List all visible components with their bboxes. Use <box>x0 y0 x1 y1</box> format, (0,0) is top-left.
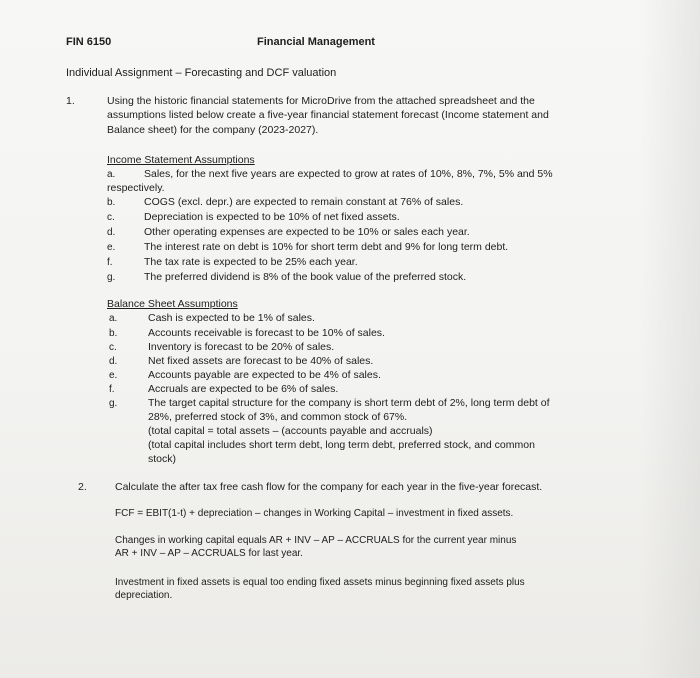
balance-item-text: 28%, preferred stock of 3%, and common stock of 67%. <box>148 411 408 423</box>
income-item-label: b. <box>107 197 116 208</box>
q1-line-3: Balance sheet) for the company (2023-2027). <box>107 124 319 136</box>
balance-item-text: (total capital includes short term debt, long term debt, preferred stock, and common <box>148 439 535 451</box>
balance-item-text: Inventory is forecast to be 20% of sales. <box>148 341 335 353</box>
balance-item-label: c. <box>109 342 117 353</box>
income-item-label: g. <box>107 272 116 283</box>
balance-item-label: d. <box>109 356 118 367</box>
balance-item-text: (total capital = total assets – (accounts payable and accruals) <box>148 425 433 437</box>
balance-item-label: e. <box>109 370 118 381</box>
q1-line-2: assumptions listed below create a five-year financial statement forecast (Income statement and <box>107 109 549 121</box>
income-item-continuation: respectively. <box>107 182 165 194</box>
income-item-text: The preferred dividend is 8% of the book value of the preferred stock. <box>144 271 467 283</box>
balance-item-text: Accounts receivable is forecast to be 10% of sales. <box>148 327 385 339</box>
income-item-text: Sales, for the next five years are expected to grow at rates of 10%, 8%, 7%, 5% and 5% <box>144 168 553 180</box>
balance-item-text: Cash is expected to be 1% of sales. <box>148 312 315 324</box>
q1-number: 1. <box>66 95 75 107</box>
working-capital-line-1: Changes in working capital equals AR + INV – AP – ACCRUALS for the current year minus <box>115 535 517 546</box>
income-item-label: d. <box>107 227 116 238</box>
income-item-label: c. <box>107 212 115 223</box>
working-capital-line-2: AR + INV – AP – ACCRUALS for last year. <box>115 548 303 559</box>
balance-item-label: a. <box>109 313 118 324</box>
fixed-assets-line-1: Investment in fixed assets is equal too ending fixed assets minus beginning fixed assets plus <box>115 577 525 588</box>
balance-item-text: Accruals are expected to be 6% of sales. <box>148 383 339 395</box>
balance-item-text: Accounts payable are expected to be 4% of sales. <box>148 369 381 381</box>
balance-item-text: The target capital structure for the company is short term debt of 2%, long term debt of <box>148 397 550 409</box>
income-item-label: e. <box>107 242 116 253</box>
income-item-label: f. <box>107 257 113 268</box>
balance-item-text: Net fixed assets are forecast to be 40% of sales. <box>148 355 374 367</box>
assignment-title: Individual Assignment – Forecasting and DCF valuation <box>66 67 337 79</box>
balance-assumptions-heading: Balance Sheet Assumptions <box>107 298 238 310</box>
fixed-assets-line-2: depreciation. <box>115 590 173 601</box>
q2-text: Calculate the after tax free cash flow for the company for each year in the five-year forecast. <box>115 481 543 493</box>
income-item-text: COGS (excl. depr.) are expected to remain constant at 76% of sales. <box>144 196 464 208</box>
balance-item-text: stock) <box>148 453 177 465</box>
course-name: Financial Management <box>257 36 375 48</box>
balance-item-label: g. <box>109 398 118 409</box>
balance-item-label: f. <box>109 384 115 395</box>
q2-number: 2. <box>78 481 87 493</box>
income-item-text: The interest rate on debt is 10% for short term debt and 9% for long term debt. <box>144 241 509 253</box>
income-item-text: Other operating expenses are expected to be 10% or sales each year. <box>144 226 470 238</box>
fcf-formula: FCF = EBIT(1-t) + depreciation – changes in Working Capital – investment in fixed assets. <box>115 508 514 519</box>
income-item-text: The tax rate is expected to be 25% each year. <box>144 256 358 268</box>
income-item-label: a. <box>107 169 116 180</box>
q1-line-1: Using the historic financial statements for MicroDrive from the attached spreadsheet and the <box>107 95 535 107</box>
income-item-text: Depreciation is expected to be 10% of net fixed assets. <box>144 211 400 223</box>
balance-item-label: b. <box>109 328 118 339</box>
income-assumptions-heading: Income Statement Assumptions <box>107 154 255 166</box>
course-code: FIN 6150 <box>66 36 112 48</box>
